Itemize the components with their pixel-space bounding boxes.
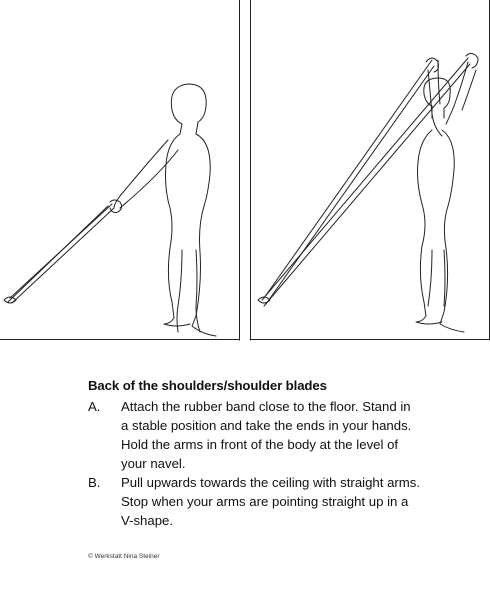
copyright-notice: © Werkstatt Nina Steiner [88,553,160,560]
illustration-position-b [246,0,490,360]
illustration-position-a [0,0,240,360]
step-a-text: Attach the rubber band close to the floor. Stand in a stable position and take the ends in your hands. Hold the arms in front of the body at the level of your navel. [121,399,412,471]
rubber-band [258,58,470,306]
step-b-letter: B. [88,475,101,490]
figure-person-a [110,84,216,336]
step-b-text: Pull upwards towards the ceiling with straight arms. Stop when your arms are pointing straight up in a V-shape. [121,475,421,528]
wall-corner-lines [0,0,240,340]
rubber-band [4,204,114,303]
figure-person-b [416,53,478,332]
step-a-letter: A. [88,399,101,414]
exercise-title: Back of the shoulders/shoulder blades [88,378,327,393]
